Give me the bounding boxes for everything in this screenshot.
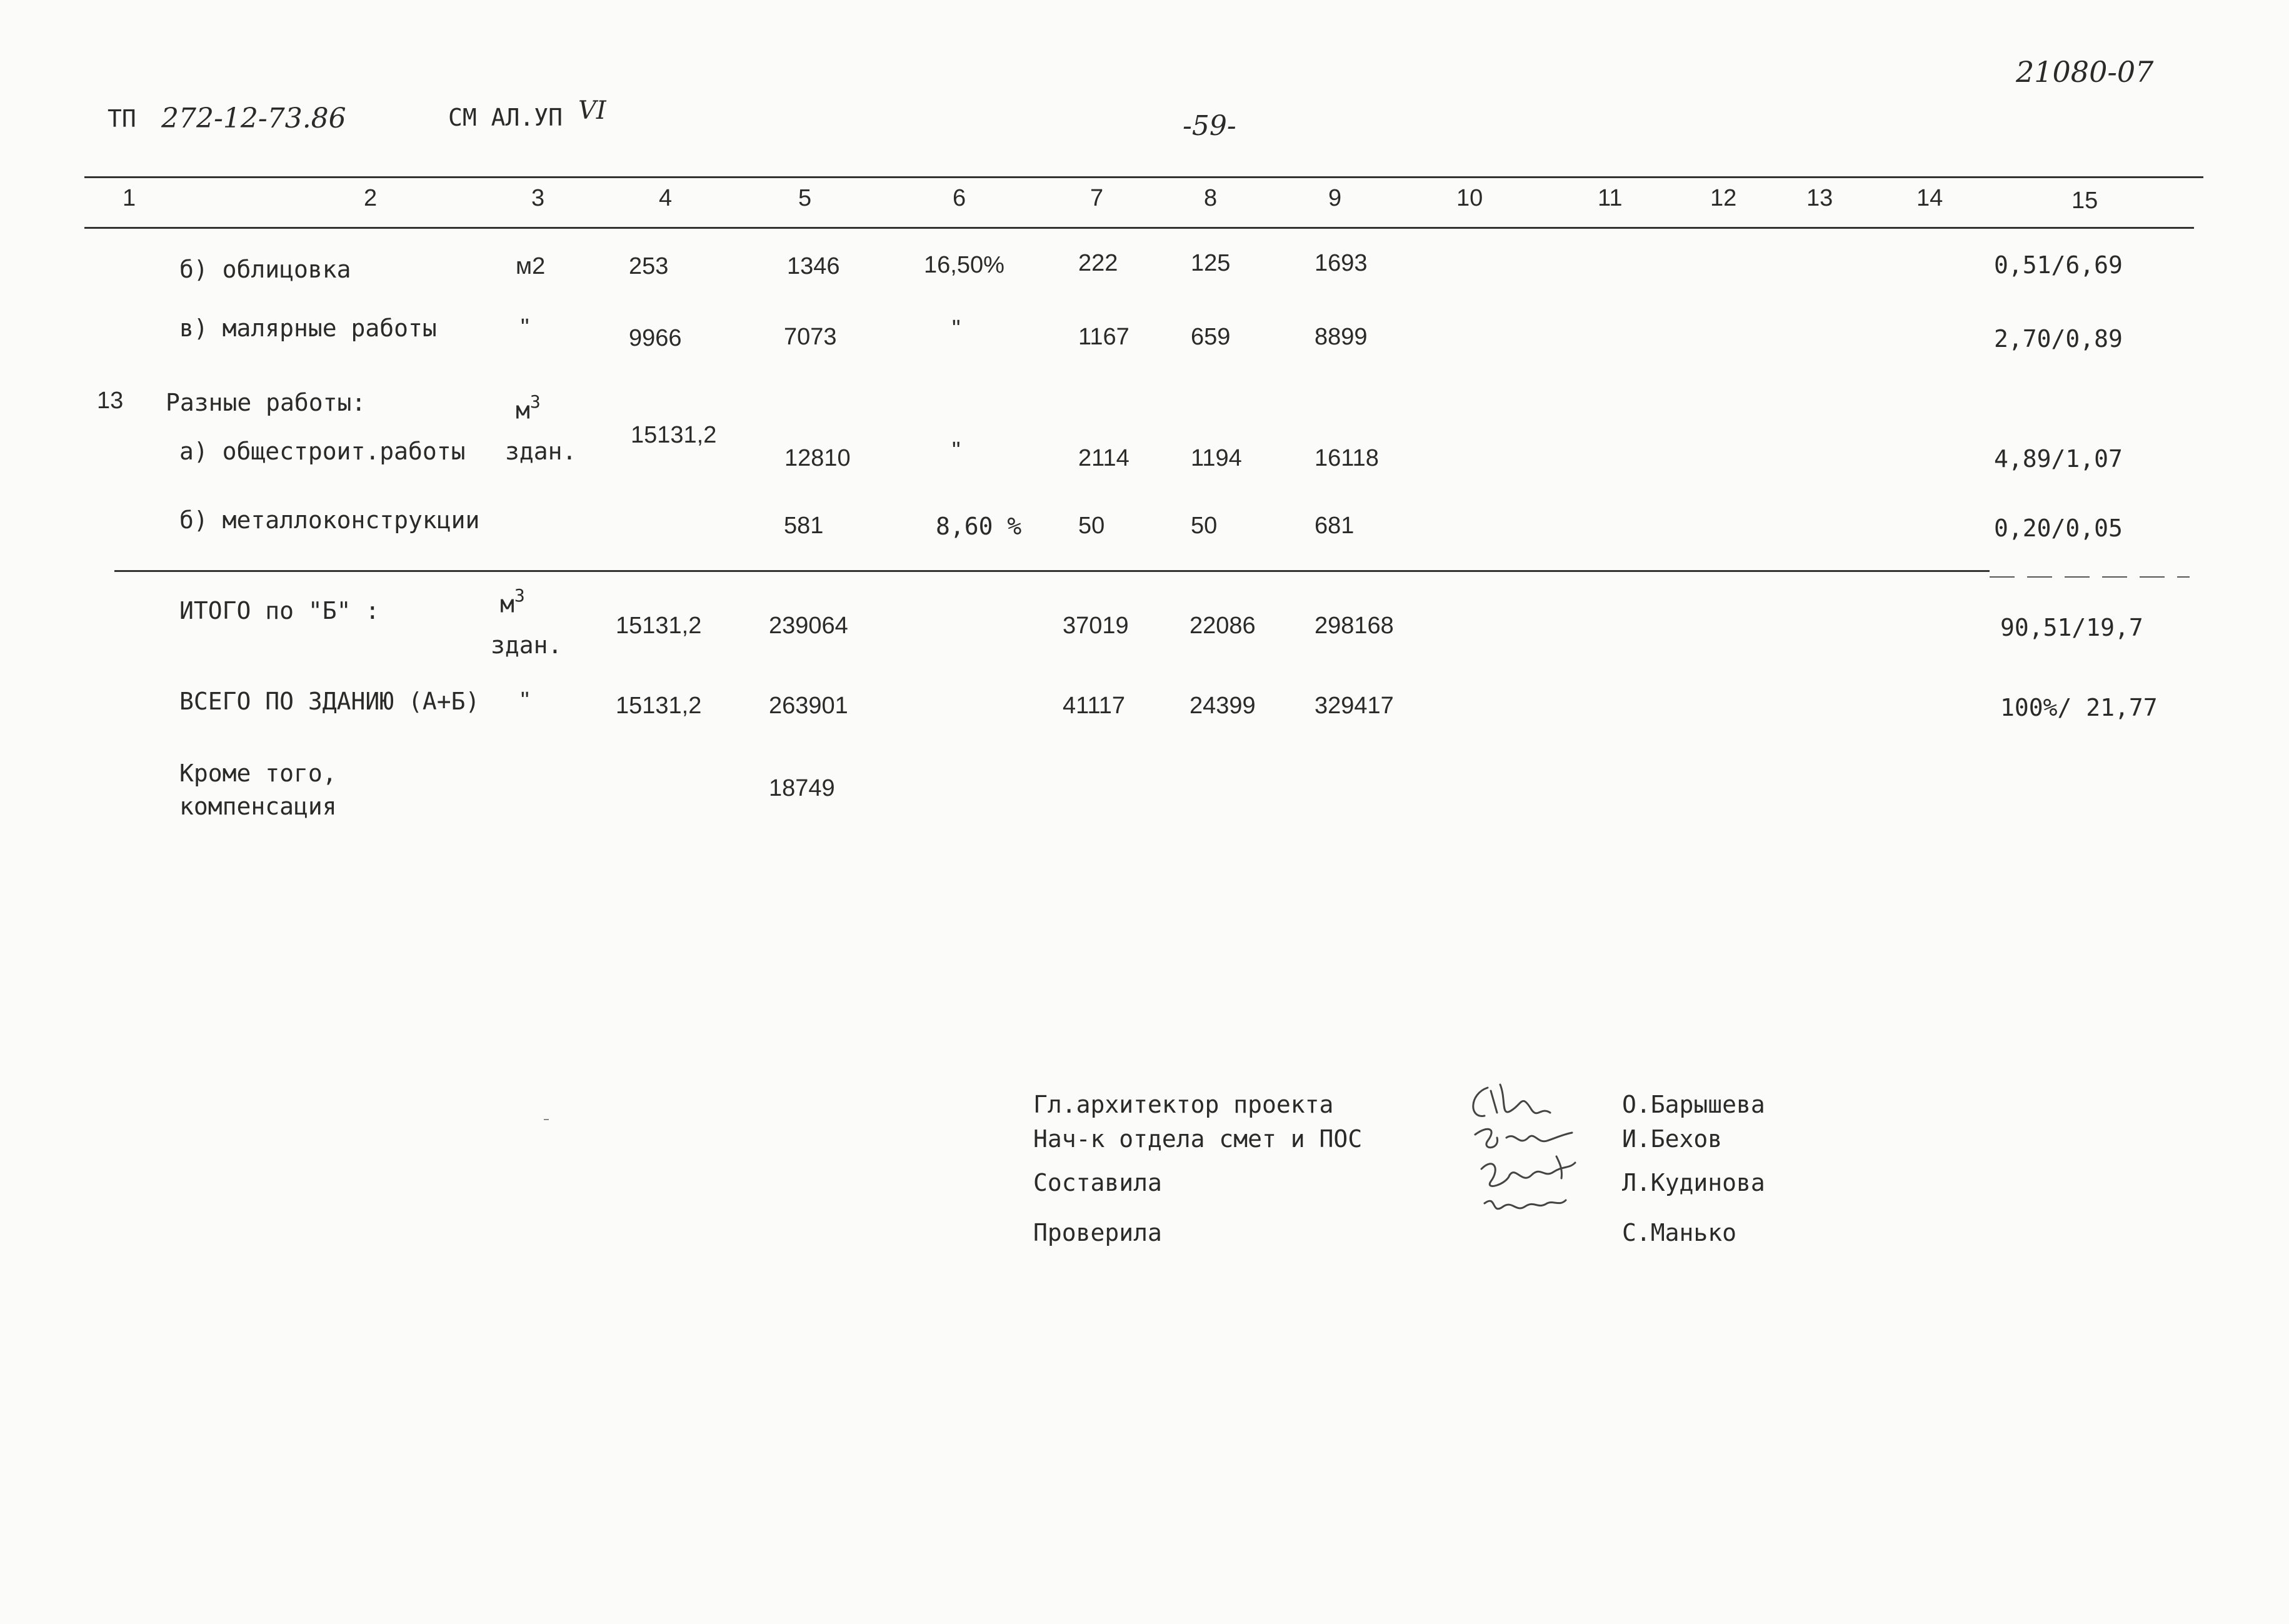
extra-line2: компенсация	[179, 793, 337, 820]
subtotal-rule-dashed	[1990, 576, 2190, 578]
row-metal-col6: 8,60 %	[936, 513, 1022, 540]
column-header-1: 1	[123, 185, 136, 211]
row-cladding-unit: м2	[516, 253, 546, 279]
doc-prefix: ТП	[108, 105, 136, 133]
total-b-unit: $м^3$	[500, 585, 525, 618]
total-all-col15: 100%/ 21,77	[2000, 694, 2158, 721]
total-all-qty: 15131,2	[616, 693, 702, 719]
row-misc-number: 13	[97, 388, 124, 414]
row-cladding-col8: 125	[1191, 250, 1231, 276]
row-general-col9: 16118	[1315, 445, 1379, 471]
stray-mark	[544, 1119, 549, 1120]
row-general-col6: "	[952, 438, 961, 464]
row-painting-col8: 659	[1191, 324, 1231, 350]
row-cladding-col7: 222	[1078, 250, 1118, 276]
row-cladding-qty: 253	[629, 253, 669, 279]
row-painting-name: в) малярные работы	[179, 314, 437, 342]
column-header-7: 7	[1090, 185, 1104, 211]
signature-role-compiled: Составила	[1033, 1169, 1162, 1196]
total-b-col15: 90,51/19,7	[2000, 614, 2143, 641]
signature-person-architect: О.Барышева	[1622, 1091, 1765, 1118]
album-suffix: VI	[578, 96, 606, 125]
row-general-unit: здан.	[505, 438, 577, 465]
row-general-col5: 12810	[784, 445, 851, 471]
column-header-6: 6	[953, 185, 966, 211]
signature-role-dept-head: Нач-к отдела смет и ПОС	[1033, 1125, 1363, 1153]
page-number: -59-	[1183, 110, 1236, 142]
total-b-qty: 15131,2	[616, 613, 702, 639]
table-header-rule	[84, 227, 2194, 229]
handwritten-signatures	[1463, 1075, 1613, 1238]
signature-person-compiled: Л.Кудинова	[1622, 1169, 1765, 1196]
row-painting-col7: 1167	[1078, 324, 1129, 350]
row-metal-col7: 50	[1078, 513, 1105, 539]
total-b-unit-building: здан.	[491, 631, 563, 659]
row-painting-col15: 2,70/0,89	[1994, 325, 2123, 353]
extra-col5: 18749	[769, 775, 835, 801]
subtotal-rule	[114, 570, 1990, 572]
row-general-name: а) общестроит.работы	[179, 438, 466, 465]
extra-line1: Кроме того,	[179, 759, 337, 787]
row-painting-qty: 9966	[629, 325, 682, 351]
column-header-13: 13	[1806, 185, 1833, 211]
row-misc-name: Разные работы:	[166, 389, 366, 416]
total-b-col5: 239064	[769, 613, 848, 639]
row-cladding-col9: 1693	[1315, 250, 1368, 276]
signature-person-dept-head: И.Бехов	[1622, 1125, 1723, 1153]
column-header-5: 5	[798, 185, 812, 211]
row-general-col15: 4,89/1,07	[1994, 445, 2123, 473]
project-code: 272-12-73.86	[161, 103, 346, 134]
signature-role-architect: Гл.архитектор проекта	[1033, 1091, 1334, 1118]
column-header-12: 12	[1710, 185, 1737, 211]
document-reference: 21080-07	[2016, 55, 2154, 89]
total-all-col9: 329417	[1315, 693, 1394, 719]
total-all-col5: 263901	[769, 693, 848, 719]
column-header-2: 2	[364, 185, 378, 211]
row-metal-col5: 581	[784, 513, 824, 539]
row-cladding-col15: 0,51/6,69	[1994, 251, 2123, 279]
total-b-name: ИТОГО по "Б" :	[179, 597, 380, 624]
row-general-col7: 2114	[1078, 445, 1129, 471]
signature-person-checked: С.Манько	[1622, 1219, 1737, 1246]
row-metal-col9: 681	[1315, 513, 1355, 539]
column-header-3: 3	[531, 185, 545, 211]
row-painting-col6: "	[952, 316, 961, 342]
column-header-14: 14	[1916, 185, 1943, 211]
total-all-col7: 41117	[1063, 693, 1126, 719]
row-painting-unit: "	[521, 314, 529, 341]
column-header-8: 8	[1204, 185, 1218, 211]
column-header-11: 11	[1598, 185, 1623, 211]
row-misc-unit: $м^3$	[516, 391, 541, 424]
column-header-9: 9	[1328, 185, 1342, 211]
total-b-col8: 22086	[1190, 613, 1256, 639]
row-general-col8: 1194	[1191, 445, 1242, 471]
row-cladding-col5: 1346	[787, 253, 840, 279]
table-top-rule	[84, 176, 2203, 178]
row-general-qty: 15131,2	[631, 422, 717, 448]
total-all-col8: 24399	[1190, 693, 1256, 719]
row-metal-name: б) металлоконструкции	[179, 506, 480, 534]
column-header-15: 15	[2071, 188, 2098, 214]
column-header-10: 10	[1456, 185, 1483, 211]
row-cladding-name: б) облицовка	[179, 256, 351, 283]
row-painting-col5: 7073	[784, 324, 837, 350]
row-cladding-col6: 16,50%	[924, 252, 1004, 278]
total-b-col7: 37019	[1063, 613, 1129, 639]
signature-role-checked: Проверила	[1033, 1219, 1162, 1246]
row-metal-col15: 0,20/0,05	[1994, 514, 2123, 542]
column-header-4: 4	[659, 185, 673, 211]
total-b-col9: 298168	[1315, 613, 1394, 639]
total-all-name: ВСЕГО ПО ЗДАНИЮ (А+Б)	[179, 688, 480, 715]
row-painting-col9: 8899	[1315, 324, 1368, 350]
total-all-unit: "	[521, 688, 529, 714]
row-metal-col8: 50	[1191, 513, 1218, 539]
album-code: СМ АЛ.УП	[448, 104, 563, 131]
